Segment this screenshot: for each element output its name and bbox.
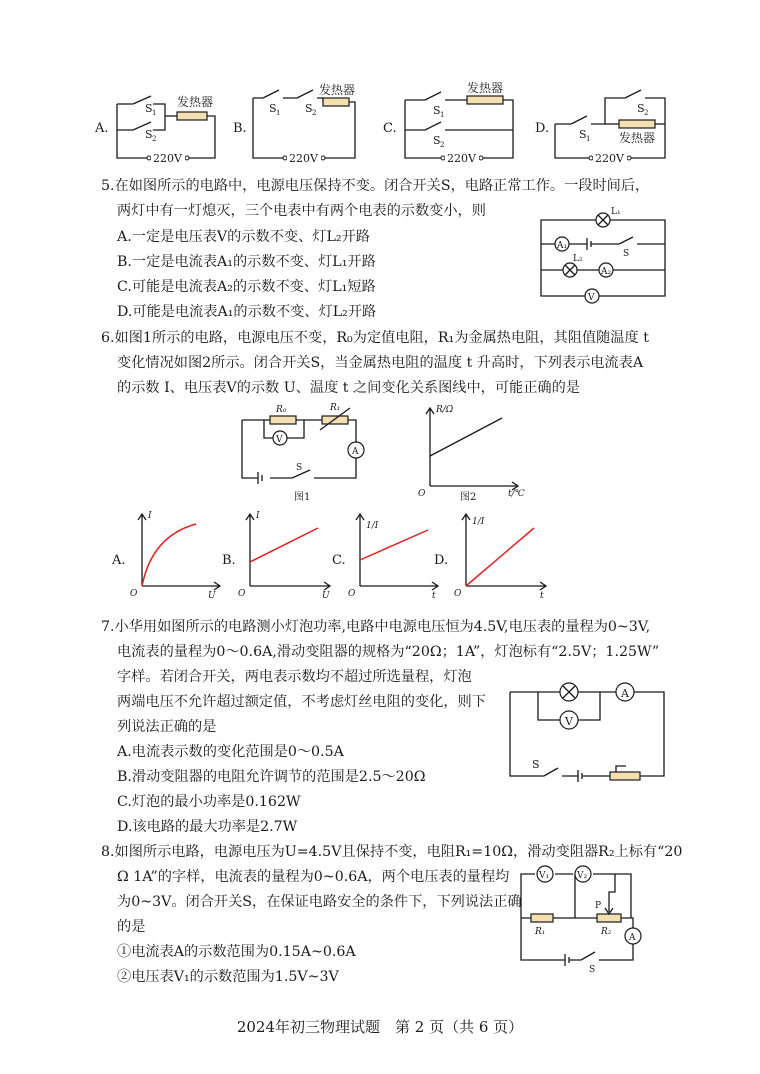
svg-text:R₀: R₀ <box>276 405 287 415</box>
q5-option-d[interactable]: D.可能是电流表A₁的示数不变、灯L₂开路 <box>117 304 377 320</box>
svg-text:220V: 220V <box>153 152 182 165</box>
svg-text:D.: D. <box>434 553 449 568</box>
svg-text:B.: B. <box>233 121 247 136</box>
svg-text:2: 2 <box>152 135 157 143</box>
svg-text:1: 1 <box>152 109 157 117</box>
svg-text:I: I <box>256 511 260 521</box>
q7-option-a[interactable]: A.电流表示数的变化范围是0～0.5A <box>117 744 344 760</box>
svg-text:A: A <box>621 687 629 700</box>
q6-b-line <box>250 528 318 562</box>
svg-text:S: S <box>433 134 441 147</box>
svg-text:S: S <box>532 758 540 771</box>
svg-text:1: 1 <box>276 109 281 117</box>
q6-r1 <box>322 416 348 424</box>
svg-text:S: S <box>589 965 596 975</box>
svg-text:L₂: L₂ <box>573 254 583 264</box>
svg-text:S: S <box>145 128 153 141</box>
q6-stem-line-3: 的示数 I、电压表V的示数 U、温度 t 之间变化关系图线中，可能正确的是 <box>117 380 580 396</box>
svg-text:O: O <box>454 589 462 599</box>
q7-option-b[interactable]: B.滑动变阻器的电阻允许调节的范围是2.5～20Ω <box>117 769 426 785</box>
svg-text:V: V <box>276 435 283 445</box>
svg-text:O: O <box>238 589 246 599</box>
q7-stem-line-3: 字样。若闭合开关，两电表示数均不超过所选量程，灯泡 <box>117 669 472 685</box>
q7-option-c[interactable]: C.灯泡的最小功率是0.162W <box>117 794 301 810</box>
svg-text:A₂: A₂ <box>601 267 612 277</box>
svg-text:V₂: V₂ <box>577 871 588 881</box>
q5-option-a[interactable]: A.一定是电压表V的示数不变、灯L₂开路 <box>117 229 370 245</box>
q8-item-2: ②电压表V₁的示数范围为1.5V~3V <box>117 969 339 985</box>
q4-option-d-circuit <box>535 86 675 170</box>
q5-stem-line-2: 两灯中有一灯熄灭，三个电表中有两个电表的示数变小，则 <box>117 203 486 219</box>
svg-text:S: S <box>305 102 313 115</box>
svg-text:2: 2 <box>644 109 649 117</box>
svg-text:发热器: 发热器 <box>467 81 504 95</box>
svg-text:O: O <box>418 489 426 499</box>
svg-text:O: O <box>348 589 356 599</box>
svg-text:O: O <box>130 589 138 599</box>
q5-stem-line-1: 5.在如图所示的电路中，电源电压保持不变。闭合开关S，电路正常工作。一段时间后， <box>101 178 650 194</box>
svg-text:A.: A. <box>112 553 126 568</box>
svg-text:I: I <box>148 511 152 521</box>
q4-option-a-circuit <box>95 86 235 170</box>
q4-option-b-circuit <box>233 83 373 170</box>
svg-text:R₁: R₁ <box>535 927 546 937</box>
svg-text:发热器: 发热器 <box>619 131 656 145</box>
svg-text:t: t <box>540 591 544 601</box>
svg-text:图2: 图2 <box>460 492 477 503</box>
svg-text:S: S <box>637 102 645 115</box>
svg-text:C.: C. <box>383 121 397 136</box>
svg-text:B.: B. <box>222 553 236 568</box>
svg-text:t: t <box>432 591 436 601</box>
svg-text:V: V <box>588 293 595 303</box>
svg-text:发热器: 发热器 <box>319 83 356 97</box>
svg-text:1: 1 <box>586 135 591 143</box>
svg-text:U: U <box>322 591 330 601</box>
q8-r2 <box>597 914 621 922</box>
svg-text:1/I: 1/I <box>366 521 379 531</box>
svg-text:S: S <box>269 102 277 115</box>
svg-text:V₁: V₁ <box>539 871 550 881</box>
q6-c-line <box>360 530 428 560</box>
svg-text:A: A <box>629 933 636 943</box>
q8-circuit-figure <box>515 864 655 975</box>
q6-option-d-graph <box>434 506 554 601</box>
q5-option-c[interactable]: C.可能是电流表A₂的示数不变、灯L₁短路 <box>117 279 376 295</box>
q6-option-a-graph <box>112 506 222 601</box>
page-footer: 2024年初三物理试题 第 2 页（共 6 页） <box>236 1018 524 1036</box>
svg-text:R₁: R₁ <box>330 403 341 413</box>
svg-text:1: 1 <box>440 111 445 119</box>
q8-stem-line-2: Ω 1A”的字样，电流表的量程为0~0.6A，两个电压表的量程均 <box>117 869 510 885</box>
q6-figure-2-graph <box>414 404 534 504</box>
svg-text:220V: 220V <box>595 152 624 165</box>
q7-circuit-figure <box>500 680 670 792</box>
q6-r0 <box>270 416 296 424</box>
q6-stem-line-2: 变化情况如图2所示。闭合开关S，当金属热电阻的温度 t 升高时，下列表示电流表A <box>117 355 644 371</box>
svg-text:S: S <box>145 102 153 115</box>
svg-text:V: V <box>565 715 573 728</box>
svg-text:S: S <box>579 128 587 141</box>
q8-r1 <box>531 914 553 922</box>
q6-a-curve <box>142 524 196 586</box>
q7-stem-line-4: 两端电压不允许超过额定值，不考虑灯丝电阻的变化，则下 <box>117 694 486 710</box>
q5-circuit-figure <box>535 206 675 302</box>
svg-text:C.: C. <box>332 553 346 568</box>
q4-a-letter: A. <box>95 121 109 136</box>
svg-text:2: 2 <box>440 141 445 149</box>
svg-text:图1: 图1 <box>294 492 311 503</box>
q7-rheostat <box>610 772 640 780</box>
q6-figure-1-circuit <box>234 404 374 504</box>
q8-item-1: ①电流表A的示数范围为0.15A~0.6A <box>117 944 356 960</box>
q7-stem-line-1: 7.小华用如图所示的电路测小灯泡功率,电路中电源电压恒为4.5V,电压表的量程为0~3V, <box>101 619 651 635</box>
svg-text:R₂: R₂ <box>601 927 612 937</box>
svg-text:L₁: L₁ <box>611 207 621 217</box>
q8-stem-line-1: 8.如图所示电路，电源电压为U=4.5V且保持不变，电阻R₁=10Ω，滑动变阻器R₂上标有“20 <box>101 844 683 860</box>
svg-text:发热器: 发热器 <box>177 95 214 109</box>
q7-option-d[interactable]: D.该电路的最大功率是2.7W <box>117 819 298 835</box>
svg-text:t/℃: t/℃ <box>508 489 525 499</box>
svg-text:D.: D. <box>535 121 550 136</box>
q4-a-heater <box>177 112 207 120</box>
svg-text:S: S <box>296 463 303 473</box>
q7-stem-line-2: 电流表的量程为0～0.6A,滑动变阻器的规格为“20Ω；1A”，灯泡标有“2.5V；1.25W” <box>117 644 660 660</box>
svg-text:A₁: A₁ <box>557 241 568 251</box>
svg-text:P: P <box>595 901 602 911</box>
q8-stem-line-4: 的是 <box>117 919 146 935</box>
q7-stem-line-5: 列说法正确的是 <box>117 719 217 735</box>
svg-text:S: S <box>433 104 441 117</box>
svg-text:220V: 220V <box>289 152 318 165</box>
q8-stem-line-3: 为0~3V。闭合开关S，在保证电路安全的条件下，下列说法正确 <box>117 894 522 910</box>
q6-option-c-graph <box>332 506 442 601</box>
svg-text:S: S <box>623 249 630 259</box>
svg-text:A: A <box>352 447 359 457</box>
q6-stem-line-1: 6.如图1所示的电路，电源电压不变，R₀为定值电阻，R₁为金属热电阻，其阻值随温度 t <box>101 330 649 346</box>
q6-d-line <box>466 528 534 586</box>
svg-text:U: U <box>208 591 216 601</box>
svg-text:R/Ω: R/Ω <box>436 405 454 415</box>
svg-text:220V: 220V <box>447 152 476 165</box>
svg-text:1/I: 1/I <box>472 517 485 527</box>
q6-option-b-graph <box>222 506 332 601</box>
q5-option-b[interactable]: B.一定是电流表A₁的示数不变、灯L₁开路 <box>117 254 376 270</box>
q4-option-c-circuit <box>383 81 523 170</box>
svg-text:2: 2 <box>312 109 317 117</box>
